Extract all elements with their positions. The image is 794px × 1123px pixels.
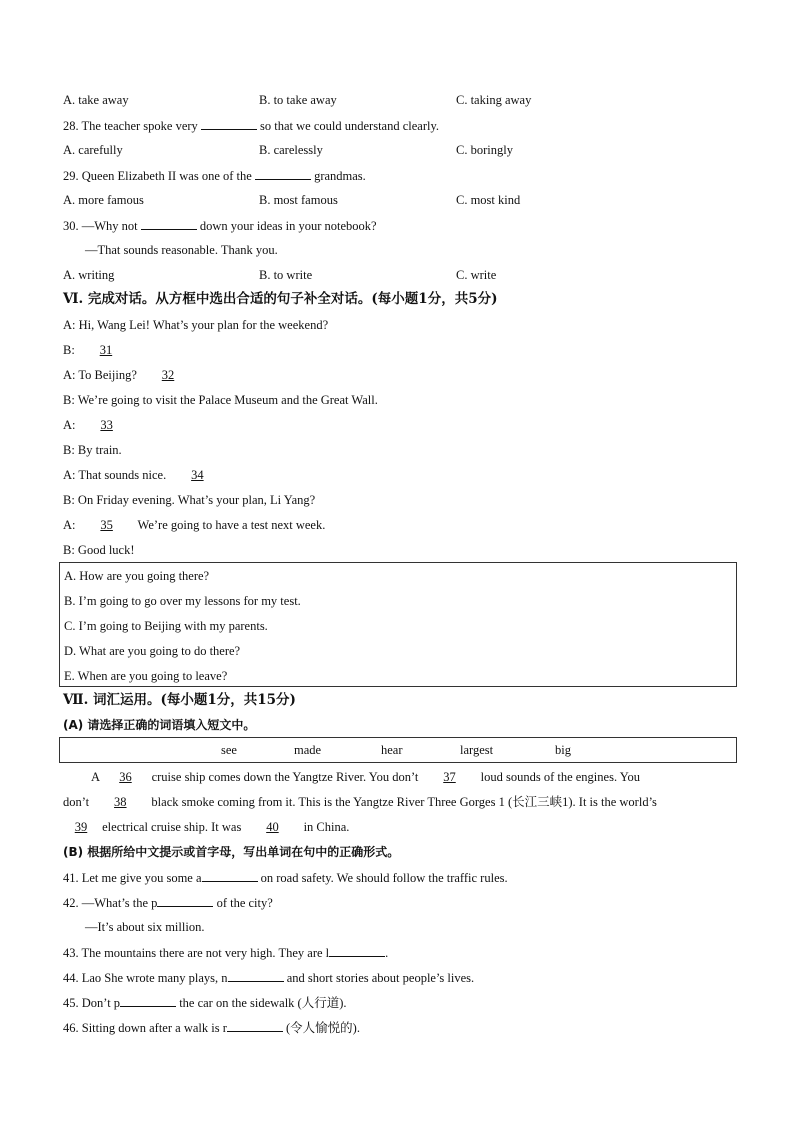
word-bank-item: hear (381, 743, 403, 757)
blank-40: 40 (266, 820, 279, 834)
q43-text-pre: 43. The mountains there are not very high. They are l (63, 946, 330, 960)
q30-text-pre: 30. —Why not (63, 219, 141, 233)
q44-blank (228, 969, 284, 982)
blank-36: 36 (119, 770, 132, 784)
q41-text-pre: 41. Let me give you some a (63, 871, 202, 885)
q42-text-pre: 42. —What’s the p (63, 896, 158, 910)
dialogue-speaker: A: (63, 518, 79, 532)
q41-text-post: on road safety. We should follow the traffic rules. (257, 871, 508, 885)
box-option-c: C. I’m going to Beijing with my parents. (64, 619, 268, 633)
passage-text: A (91, 770, 103, 784)
dialogue-line-2 (63, 342, 134, 358)
dialogue-speaker: B: (63, 343, 78, 357)
q29-blank (255, 167, 311, 180)
q28-blank (201, 117, 257, 130)
q43-text-post: . (385, 946, 389, 960)
word-bank-item: big (555, 743, 571, 757)
box-option-b: B. I’m going to go over my lessons for my test. (64, 594, 301, 608)
dialogue-line-5 (63, 417, 135, 433)
blank-35: 35 (100, 518, 113, 532)
q41-stem (63, 869, 508, 886)
q42-blank (157, 894, 213, 907)
part-a-instruction: (A) 请选择正确的词语填入短文中。 (63, 718, 256, 732)
q28-option-a: A. carefully (63, 143, 123, 157)
passage-text: loud sounds of the engines. You (477, 770, 641, 784)
q46-text-pre: 46. Sitting down after a walk is r (63, 1021, 227, 1035)
q43-stem (63, 944, 388, 961)
passage-text: cruise ship comes down the Yangtze River. You don’t (148, 770, 422, 784)
q45-blank (120, 994, 176, 1007)
q27-option-c: C. taking away (456, 93, 532, 107)
q45-stem (63, 994, 347, 1011)
dialogue-text: We’re going to have a test next week. (134, 518, 326, 532)
q30-blank (141, 217, 197, 230)
dialogue-line-1: A: Hi, Wang Lei! What’s your plan for the weekend? (63, 318, 329, 332)
q30-option-c: C. write (456, 268, 497, 282)
q30-option-b: B. to write (259, 268, 313, 282)
passage-line-1 (91, 769, 640, 785)
q30-option-a: A. writing (63, 268, 115, 282)
passage-text: electrical cruise ship. It was (99, 820, 245, 834)
q29-option-a: A. more famous (63, 193, 144, 207)
q42-stem (63, 894, 273, 911)
q45-text-pre: 45. Don’t p (63, 996, 121, 1010)
q28-option-b: B. carelessly (259, 143, 323, 157)
q46-stem (63, 1019, 360, 1036)
dialogue-text: A: To Beijing? (63, 368, 141, 382)
q44-text-pre: 44. Lao She wrote many plays, n (63, 971, 228, 985)
q28-stem (63, 117, 439, 134)
q30-reply: —That sounds reasonable. Thank you. (85, 243, 278, 257)
box-option-a: A. How are you going there? (64, 569, 210, 583)
q42-reply: —It’s about six million. (85, 920, 205, 934)
q29-option-c: C. most kind (456, 193, 521, 207)
q43-blank (329, 944, 385, 957)
sentence-options-box (59, 562, 737, 687)
word-bank-item: made (294, 743, 322, 757)
blank-37: 37 (443, 770, 456, 784)
q30-stem (63, 217, 377, 234)
dialogue-line-3 (63, 367, 196, 383)
q29-stem (63, 167, 366, 184)
dialogue-line-4: B: We’re going to visit the Palace Museum and the Great Wall. (63, 393, 378, 407)
passage-text: black smoke coming from it. This is the Yangtze River Three Gorges 1 (长江三峡1). It is the world’s (148, 795, 657, 809)
q42-text-post: of the city? (213, 896, 273, 910)
q46-text-post: (令人愉悦的). (282, 1021, 360, 1035)
dialogue-line-7 (63, 467, 225, 483)
box-option-d: D. What are you going to do there? (64, 644, 241, 658)
q45-text-post: the car on the sidewalk (人行道). (176, 996, 347, 1010)
passage-text: in China. (300, 820, 350, 834)
dialogue-speaker: A: (63, 418, 79, 432)
q28-option-c: C. boringly (456, 143, 513, 157)
section-6-heading: Ⅵ. 完成对话。从方框中选出合适的句子补全对话。(每小题1分，共5分) (63, 291, 498, 307)
blank-33: 33 (100, 418, 113, 432)
q46-blank (227, 1019, 283, 1032)
q44-text-post: and short stories about people’s lives. (283, 971, 475, 985)
q29-text-pre: 29. Queen Elizabeth II was one of the (63, 169, 255, 183)
blank-34: 34 (191, 468, 204, 482)
q27-option-b: B. to take away (259, 93, 337, 107)
passage-line-2 (63, 794, 657, 810)
box-option-e: E. When are you going to leave? (64, 669, 228, 683)
word-bank-item: largest (460, 743, 494, 757)
section-7-heading: Ⅶ. 词汇运用。(每小题1分，共15分) (63, 692, 296, 708)
q28-text-post: so that we could understand clearly. (256, 119, 440, 133)
word-bank-item: see (221, 743, 237, 757)
dialogue-line-8: B: On Friday evening. What’s your plan, Li Yang? (63, 493, 316, 507)
part-b-instruction: (B) 根据所给中文提示或首字母，写出单词在句中的正确形式。 (63, 845, 400, 859)
q44-stem (63, 969, 474, 986)
q30-text-post: down your ideas in your notebook? (196, 219, 377, 233)
dialogue-line-6: B: By train. (63, 443, 122, 457)
q41-blank (202, 869, 258, 882)
word-bank-box (59, 737, 737, 763)
q28-text-pre: 28. The teacher spoke very (63, 119, 201, 133)
passage-line-3 (63, 819, 349, 835)
blank-32: 32 (161, 368, 175, 382)
blank-31: 31 (99, 343, 113, 357)
blank-38: 38 (114, 795, 127, 809)
q29-option-b: B. most famous (259, 193, 338, 207)
dialogue-text: A: That sounds nice. (63, 468, 170, 482)
q27-option-a: A. take away (63, 93, 129, 107)
q29-text-post: grandmas. (310, 169, 366, 183)
dialogue-line-9 (63, 517, 325, 533)
passage-text: don’t (63, 795, 93, 809)
blank-39: 39 (74, 820, 88, 834)
dialogue-line-10: B: Good luck! (63, 543, 135, 557)
